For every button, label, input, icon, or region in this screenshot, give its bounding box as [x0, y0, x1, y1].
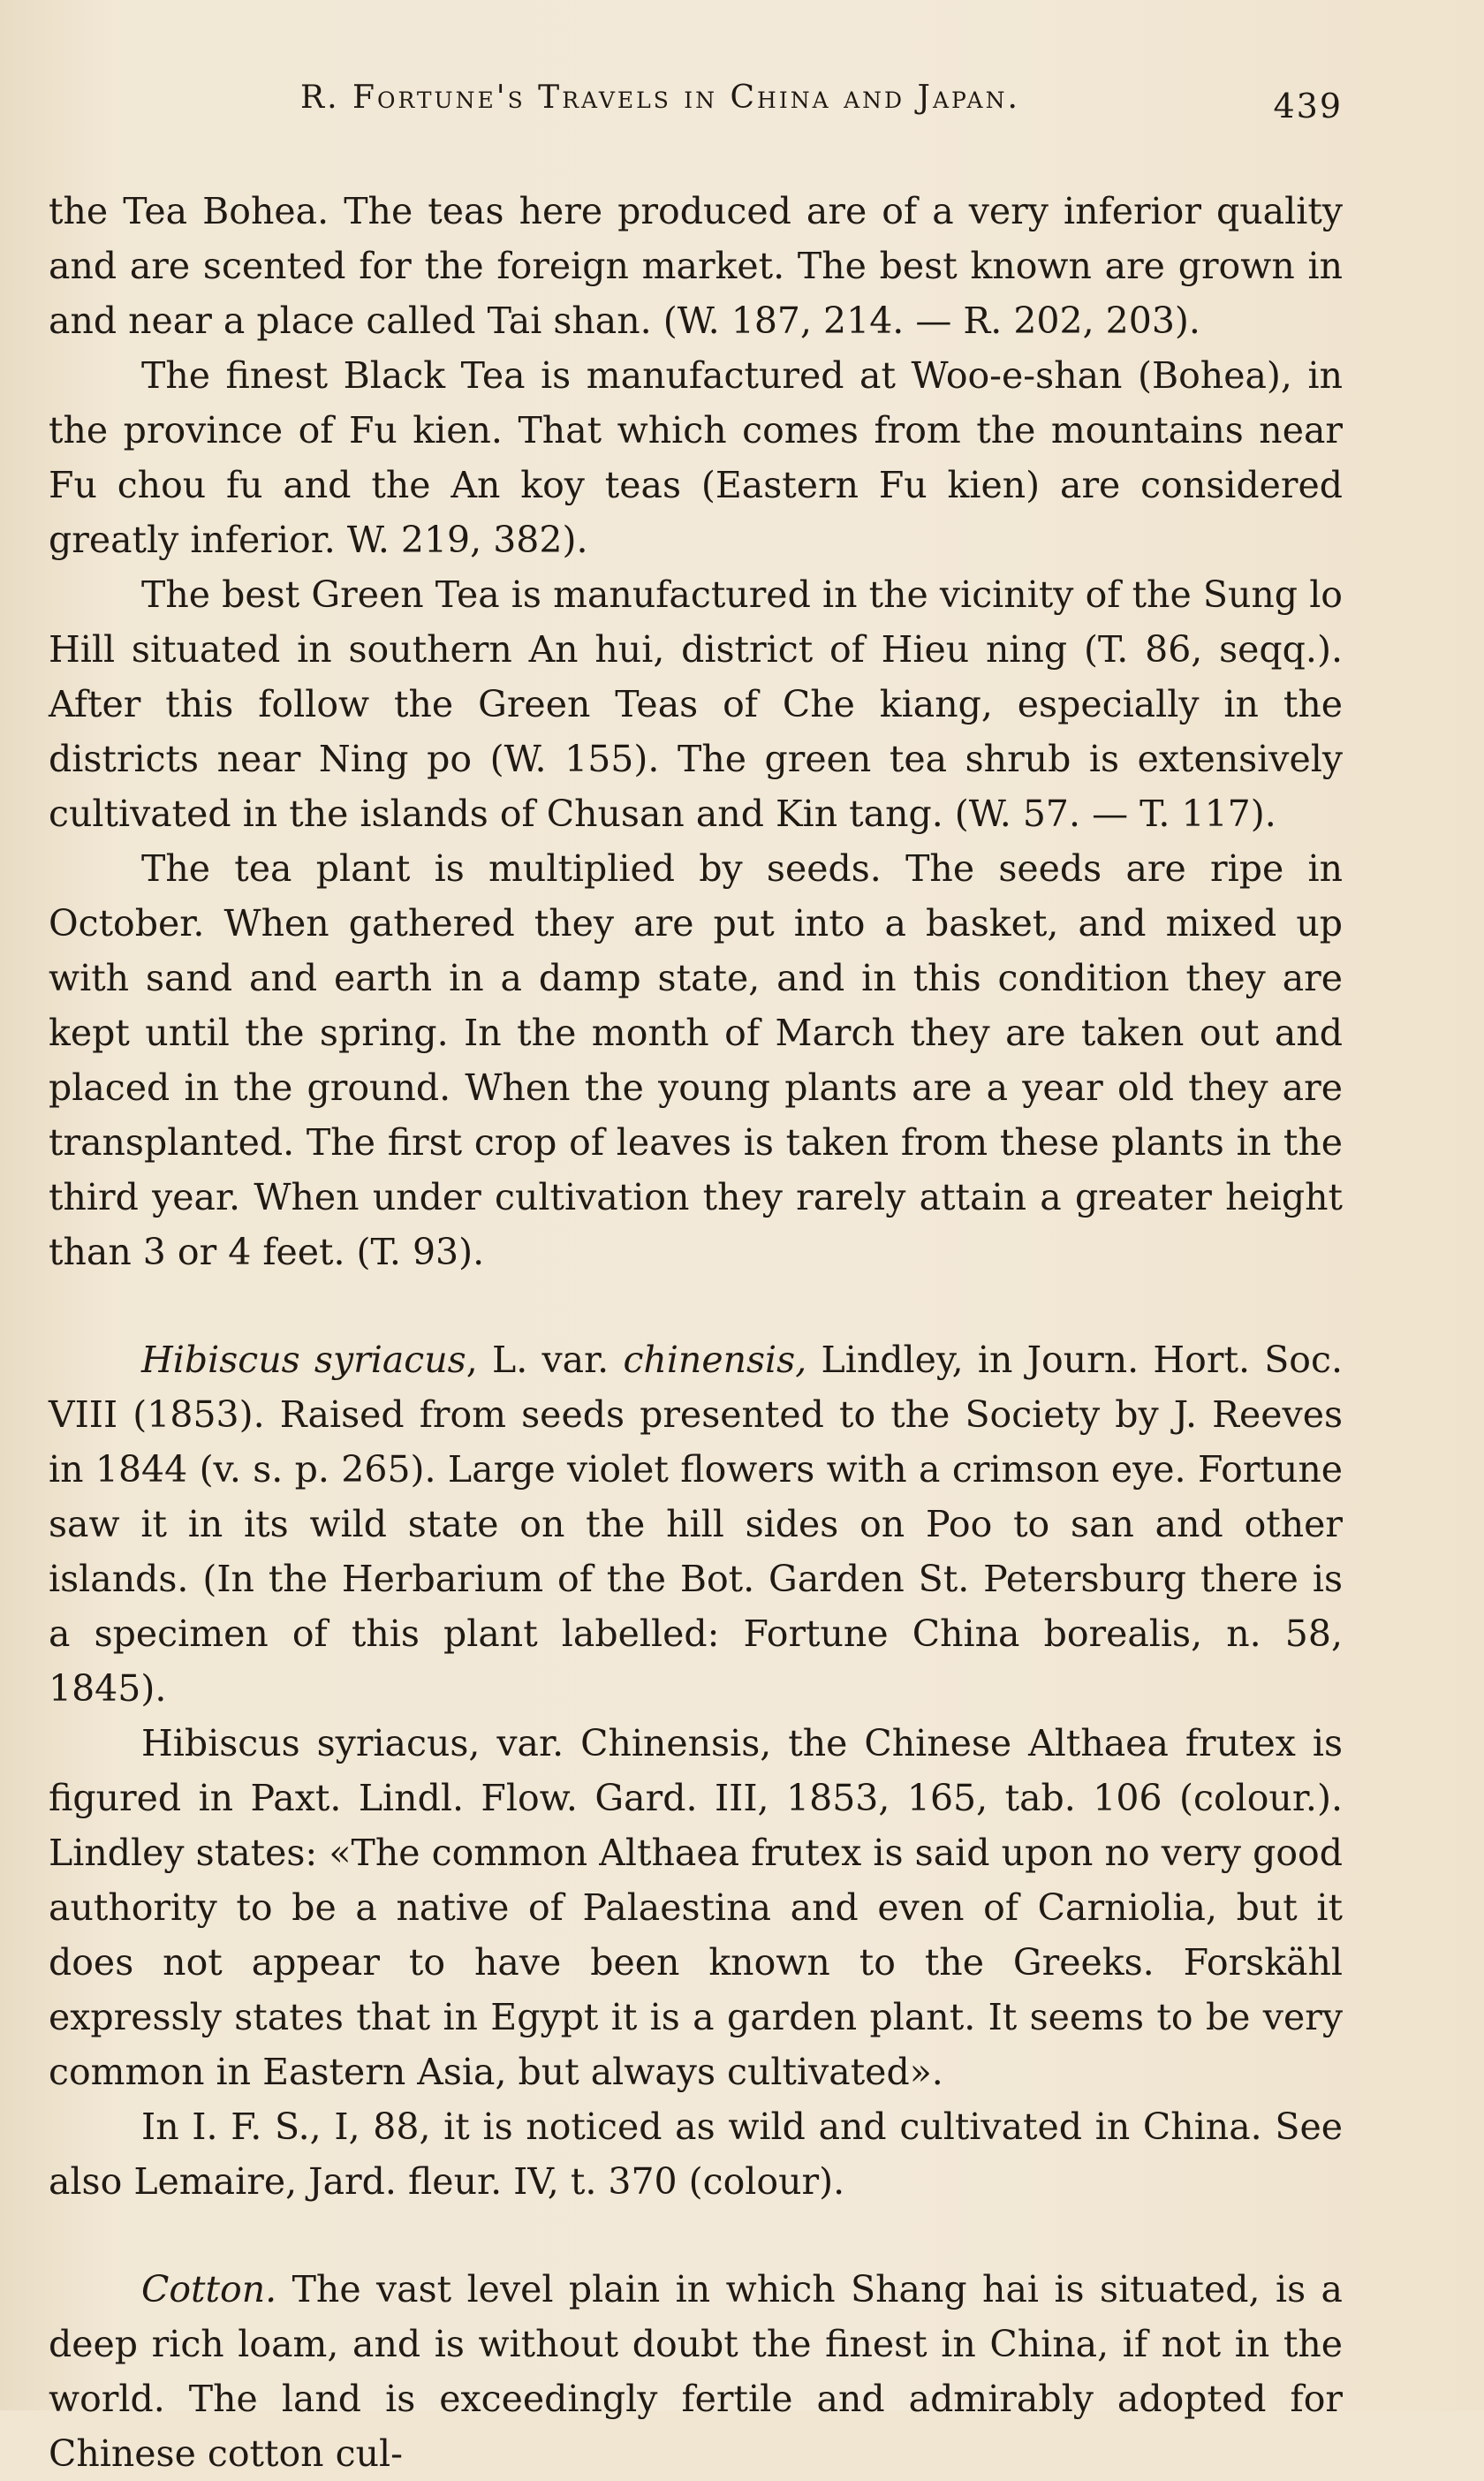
paragraph-text: the Tea Bohea. The teas here produced are of a very inferior quality and are scented for the foreign market. The best known are grown in and near a place called Tai shan. (W. 187, 214. — R. 202, 203).: [49, 190, 1343, 342]
hibiscus-variety: chinensis,: [623, 1339, 807, 1381]
paragraph-text: The finest Black Tea is manufactured at Woo-e-shan (Bohea), in the province of Fu kien. That which comes from the mountains near Fu chou fu and the An koy teas (Eastern Fu kien) are considered greatly inferior. W. 219, 382).: [49, 354, 1343, 561]
paragraph-text: The best Green Tea is manufactured in the vicinity of the Sung lo Hill situated in southern An hui, district of Hieu ning (T. 86, seqq.). After this follow the Green Teas of Che kiang, especially in the districts near Ning po (W. 155). The green tea shrub is extensively cultivated in the islands of Chusan and Kin tang. (W. 57. — T. 117).: [49, 573, 1343, 835]
hibiscus-lead: Hibiscus syriacus: [141, 1339, 466, 1381]
paragraph-hibiscus-entry: [49, 1332, 1343, 1716]
paragraph-hibiscus-lindley: [49, 1716, 1343, 2099]
hibiscus-mid: , L. var.: [466, 1339, 624, 1381]
paragraph-text: Lindley, in Journ. Hort. Soc. VIII (1853). Raised from seeds presented to the Society by J. Reeves in 1844 (v. s. p. 265). Large violet flowers with a crimson eye. Fortune saw it in its wild state on the hill sides on Poo to san and other islands. (In the Herbarium of the Bot. Garden St. Petersburg there is a specimen of this plant labelled: Fortune China borealis, n. 58, 1845).: [49, 1339, 1343, 1710]
paragraph-text: Hibiscus syriacus, var. Chinensis, the Chinese Althaea frutex is figured in Paxt. Lindl. Flow. Gard. III, 1853, 165, tab. 106 (colour.). Lindley states: «The common Althaea frutex is said upon no very good authority to be a native of Palaestina and even of Carniolia, but it does not appear to have been known to the Greeks. Forskähl expressly states that in Egypt it is a garden plant. It seems to be very common in Eastern Asia, but always cultivated».: [49, 1722, 1343, 2093]
paragraph-text: In I. F. S., I, 88, it is noticed as wild and cultivated in China. See also Lemaire, Jard. fleur. IV, t. 370 (colour).: [49, 2105, 1343, 2203]
running-head: R. Fortune's Travels in China and Japan.: [300, 80, 1020, 116]
page-header: [49, 80, 1343, 141]
paragraph-tea-bohea: [49, 184, 1343, 348]
paragraph-hibiscus-ifs: [49, 2099, 1343, 2209]
paragraph-text: The tea plant is multiplied by seeds. The seeds are ripe in October. When gathered they are put into a basket, and mixed up with sand and earth in a damp state, and in this condition they are kept until the spring. In the month of March they are taken out and placed in the ground. When the young plants are a year old they are transplanted. The first crop of leaves is taken from these plants in the third year. When under cultivation they rarely attain a greater height than 3 or 4 feet. (T. 93).: [49, 847, 1343, 1273]
paragraph-black-tea: [49, 348, 1343, 567]
paragraph-text: The vast level plain in which Shang hai is situated, is a deep rich loam, and is without doubt the finest in China, if not in the world. The land is exceedingly fertile and admirably adopted for Chinese cotton cul-: [49, 2268, 1343, 2475]
paragraph-cotton-entry: [49, 2262, 1343, 2481]
paragraph-tea-plant: [49, 841, 1343, 1279]
cotton-lead: Cotton.: [141, 2268, 277, 2310]
page-number: 439: [1273, 87, 1343, 125]
body-text: [49, 184, 1343, 2481]
paragraph-green-tea: [49, 567, 1343, 841]
